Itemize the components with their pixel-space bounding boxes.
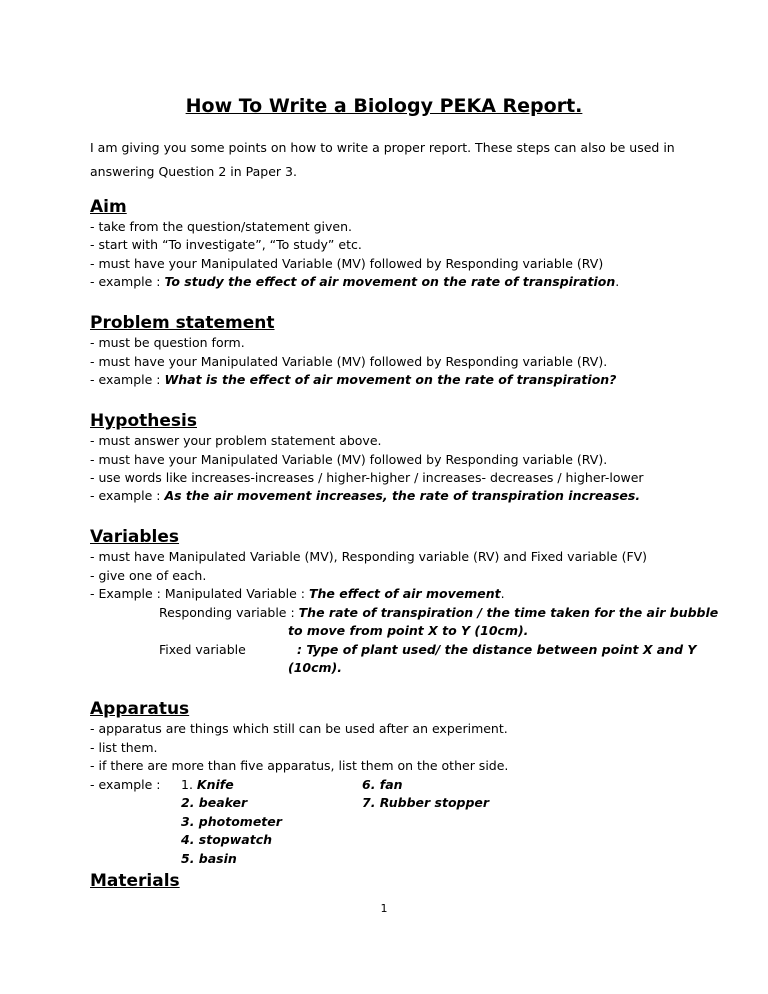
apparatus-line-3: - if there are more than five apparatus, list them on the other side. <box>90 758 509 773</box>
hypothesis-line-4 <box>90 487 640 505</box>
hypothesis-example: As the air movement increases, the rate of transpiration increases. <box>164 488 641 503</box>
problem-example: What is the effect of air movement on the rate of transpiration? <box>164 372 617 387</box>
item-1-number: 1. <box>181 777 197 792</box>
aim-example-suffix: . <box>615 274 620 289</box>
document-title: How To Write a Biology PEKA Report. <box>185 95 583 117</box>
variables-line-1: - must have Manipulated Variable (MV), Responding variable (RV) and Fixed variable (FV) <box>90 549 648 564</box>
apparatus-item-4: 4. stopwatch <box>181 832 273 847</box>
apparatus-item-6: 6. fan <box>362 777 403 792</box>
apparatus-line-1: - apparatus are things which still can be used after an experiment. <box>90 721 508 736</box>
aim-line-2: - start with “To investigate”, “To study” etc. <box>90 237 362 252</box>
mv-value: The effect of air movement <box>308 586 501 601</box>
apparatus-item-5: 5. basin <box>181 851 237 866</box>
apparatus-line-2: - list them. <box>90 740 158 755</box>
variables-heading: Variables <box>90 527 180 547</box>
intro-paragraph: I am giving you some points on how to write a proper report. These steps can also be used in answering Question 2 in Paper 3. <box>90 140 675 179</box>
problem-line-3 <box>90 371 616 389</box>
variables-line-2: - give one of each. <box>90 568 207 583</box>
item-1-label: Knife <box>196 777 234 792</box>
fv-label: Fixed variable <box>159 642 246 657</box>
mv-label: - Example : Manipulated Variable : <box>90 586 309 601</box>
problem-heading: Problem statement <box>90 313 275 333</box>
aim-heading: Aim <box>90 197 127 217</box>
aim-line-1: - take from the question/statement given. <box>90 219 352 234</box>
hypothesis-line-1: - must answer your problem statement above. <box>90 433 382 448</box>
hypothesis-example-prefix: - example : <box>90 488 165 503</box>
fv-value-1: : Type of plant used/ the distance between point X and Y <box>297 642 697 657</box>
apparatus-item-1 <box>181 776 234 794</box>
problem-example-prefix: - example : <box>90 372 165 387</box>
rv-value-2: to move from point X to Y (10cm). <box>288 623 529 638</box>
rv-value-1: The rate of transpiration / the time taken for the air bubble <box>298 605 719 620</box>
rv-label: Responding variable : <box>159 605 299 620</box>
variables-mv-line <box>90 585 505 603</box>
materials-heading: Materials <box>90 871 180 891</box>
hypothesis-line-2: - must have your Manipulated Variable (MV) followed by Responding variable (RV). <box>90 452 608 467</box>
aim-example: To study the effect of air movement on the rate of transpiration <box>164 274 616 289</box>
variables-rv-line <box>159 604 718 622</box>
aim-line-3: - must have your Manipulated Variable (MV) followed by Responding variable (RV) <box>90 256 604 271</box>
page-number: 1 <box>380 902 388 915</box>
problem-line-2: - must have your Manipulated Variable (MV) followed by Responding variable (RV). <box>90 354 608 369</box>
apparatus-item-3: 3. photometer <box>181 814 282 829</box>
aim-line-4 <box>90 273 619 291</box>
apparatus-example-prefix: - example : <box>90 777 161 792</box>
hypothesis-heading: Hypothesis <box>90 411 197 431</box>
apparatus-item-2: 2. beaker <box>181 795 248 810</box>
mv-suffix: . <box>500 586 505 601</box>
fv-value-2: (10cm). <box>288 660 343 675</box>
hypothesis-line-3: - use words like increases-increases / higher-higher / increases- decreases / higher-lower <box>90 470 644 485</box>
apparatus-heading: Apparatus <box>90 699 190 719</box>
apparatus-item-7: 7. Rubber stopper <box>362 795 490 810</box>
problem-line-1: - must be question form. <box>90 335 245 350</box>
aim-example-prefix: - example : <box>90 274 165 289</box>
